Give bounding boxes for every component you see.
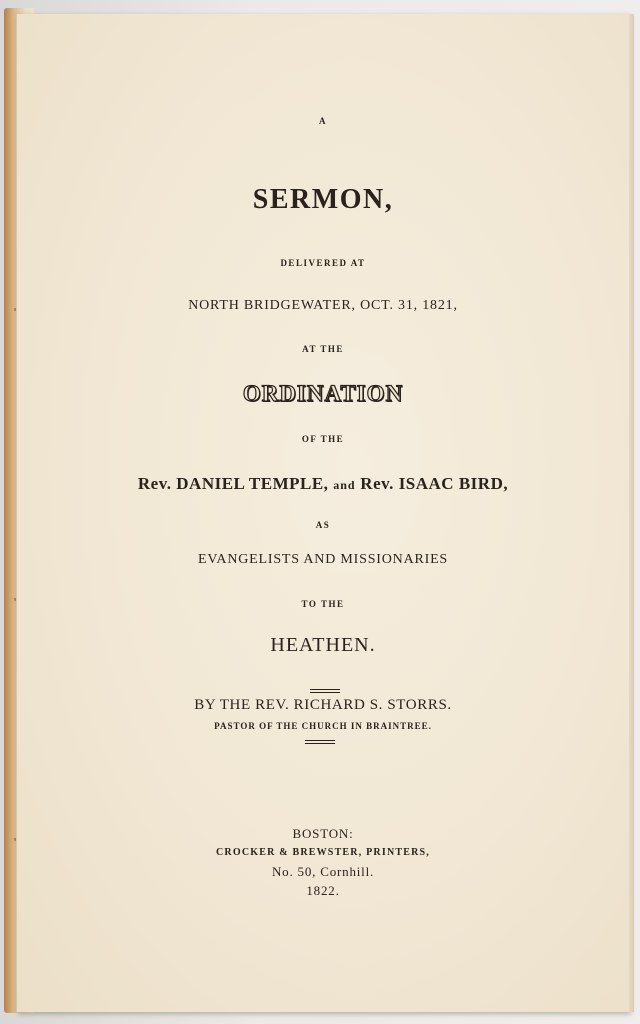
ornamental-rule bbox=[305, 740, 335, 744]
rev-prefix: Rev. bbox=[360, 474, 394, 493]
location-date: NORTH BRIDGEWATER, OCT. 31, 1821, bbox=[188, 298, 458, 313]
to-the: TO THE bbox=[301, 599, 345, 609]
of-the: OF THE bbox=[301, 434, 345, 444]
ornamental-rule bbox=[310, 689, 340, 693]
heathen-heading: HEATHEN. bbox=[270, 634, 376, 656]
at-the: AT THE bbox=[302, 344, 344, 354]
delivered-at: DELIVERED AT bbox=[280, 258, 366, 268]
ordinands-line bbox=[17, 474, 629, 494]
imprint-address: No. 50, Cornhill. bbox=[271, 864, 375, 879]
ordination-heading: ORDINATION bbox=[242, 381, 404, 406]
as-word: AS bbox=[315, 520, 331, 530]
author-line: BY THE REV. RICHARD S. STORRS. bbox=[194, 697, 452, 713]
rev-prefix: Rev. bbox=[137, 474, 172, 493]
ordinand-name: DANIEL TEMPLE, bbox=[176, 474, 329, 493]
page-edge bbox=[629, 14, 634, 1012]
sermon-title: SERMON, bbox=[252, 184, 394, 215]
role-line: EVANGELISTS AND MISSIONARIES bbox=[197, 552, 449, 567]
title-page bbox=[16, 14, 629, 1012]
imprint-printers: CROCKER & BREWSTER, PRINTERS, bbox=[216, 847, 430, 858]
author-position: PASTOR OF THE CHURCH IN BRAINTREE. bbox=[214, 721, 432, 731]
article-a: A bbox=[319, 116, 327, 126]
ordinand-name: ISAAC BIRD, bbox=[398, 474, 509, 493]
imprint-city: BOSTON: bbox=[292, 826, 354, 841]
and-word: and bbox=[333, 478, 356, 492]
imprint-year: 1822. bbox=[306, 883, 340, 898]
